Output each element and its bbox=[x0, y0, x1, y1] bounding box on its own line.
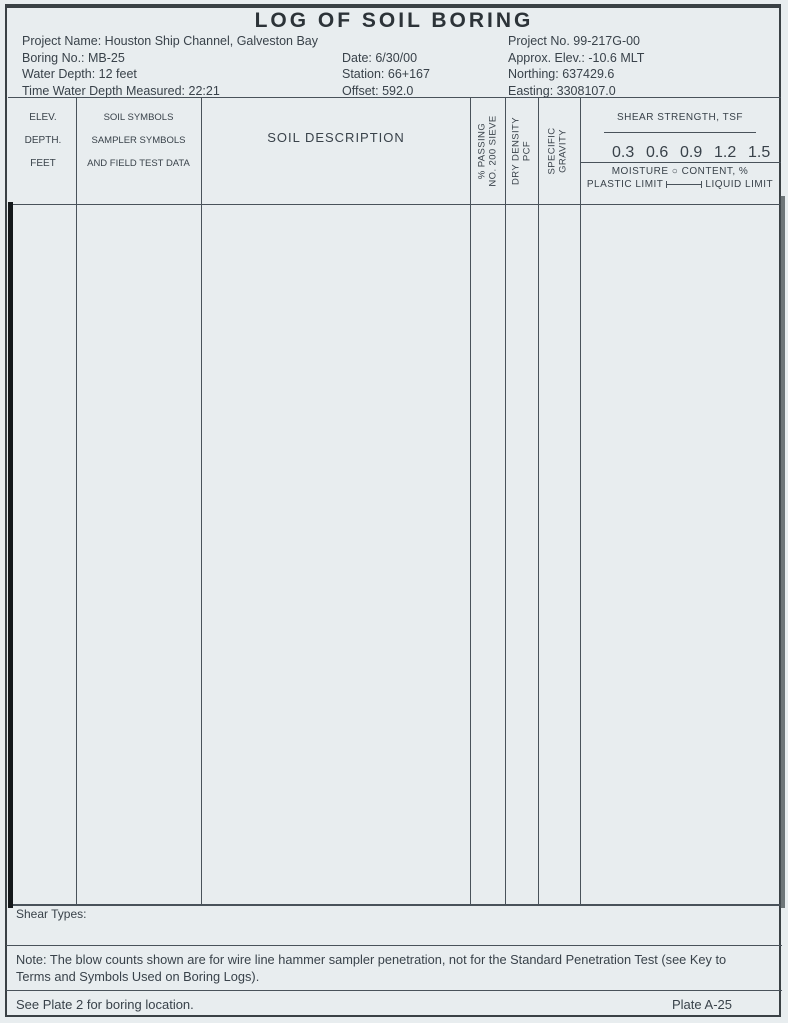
shear-tick: 0.9 bbox=[679, 144, 703, 161]
footer-plate-number: Plate A-25 bbox=[672, 997, 732, 1012]
moisture-content-label bbox=[580, 166, 780, 177]
table-top-border bbox=[8, 97, 781, 98]
shear-tick: 1.5 bbox=[747, 144, 771, 161]
header-line-middle: Date: 6/30/00 bbox=[342, 50, 418, 65]
moisture-circle-symbol: ○ bbox=[671, 166, 679, 177]
note-text: Note: The blow counts shown are for wire line hammer sampler penetration, not for the Standard Penetration Test (see Key to Terms and Symbols Used on Boring Logs). bbox=[16, 952, 727, 984]
header-line-right: Northing: 637429.6 bbox=[508, 67, 615, 81]
page-title: LOG OF SOIL BORING bbox=[254, 9, 534, 32]
note-bottom-rule bbox=[6, 990, 782, 991]
footer-left: See Plate 2 for boring location. bbox=[16, 997, 194, 1012]
shear-tick: 0.3 bbox=[612, 144, 635, 161]
limits-label bbox=[576, 179, 784, 190]
elev-header-line: ELEV. bbox=[29, 112, 57, 123]
header-line-right: Approx. Elev.: -10.6 MLT bbox=[508, 50, 645, 65]
moisture-label-post: CONTENT, % bbox=[681, 166, 749, 177]
shear-strength-title: SHEAR STRENGTH, TSF bbox=[617, 112, 743, 123]
header-line-left: Project Name: Houston Ship Channel, Galveston Bay bbox=[22, 34, 318, 48]
elev-header-line: FEET bbox=[30, 158, 56, 169]
header-line-middle: Station: 66+167 bbox=[342, 67, 430, 81]
scan-artifact-left bbox=[8, 202, 13, 908]
gravity-header: SPECIFIC bbox=[546, 127, 558, 175]
density-header: DRY DENSITY bbox=[510, 117, 522, 185]
scan-artifact-right bbox=[780, 196, 785, 908]
chart-header-divider bbox=[580, 162, 781, 163]
symbols-header-line: SAMPLER SYMBOLS bbox=[91, 135, 186, 146]
shear-tick: 1.2 bbox=[713, 144, 737, 161]
elev-header-line: DEPTH. bbox=[24, 135, 62, 146]
header-line-left: Time Water Depth Measured: 22:21 bbox=[22, 83, 220, 98]
moisture-label-pre: MOISTURE bbox=[611, 166, 669, 177]
log-graphics bbox=[10, 205, 780, 905]
header-line-left: Boring No.: MB-25 bbox=[22, 50, 125, 65]
shear-types-label: Shear Types: bbox=[16, 907, 87, 921]
shear-symbol-strip bbox=[604, 127, 756, 137]
symbols-header-line: AND FIELD TEST DATA bbox=[87, 158, 190, 169]
density-header: PCF bbox=[521, 140, 533, 162]
header-line-middle: Offset: 592.0 bbox=[342, 83, 414, 98]
limit-bar-glyph bbox=[666, 181, 702, 188]
column-header-description: SOIL DESCRIPTION bbox=[267, 130, 405, 145]
plastic-limit-label: PLASTIC LIMIT bbox=[586, 179, 664, 190]
header-line-right: Easting: 3308107.0 bbox=[508, 83, 616, 98]
shear-tick: 0.6 bbox=[645, 144, 669, 161]
passing-header: NO. 200 SIEVE bbox=[487, 115, 499, 187]
liquid-limit-label: LIQUID LIMIT bbox=[705, 179, 774, 190]
gravity-header: GRAVITY bbox=[557, 129, 569, 173]
passing-header: % PASSING bbox=[476, 122, 488, 180]
header-line-left: Water Depth: 12 feet bbox=[22, 67, 137, 81]
header-line-right: Project No. 99-217G-00 bbox=[508, 34, 641, 48]
symbols-header-line: SOIL SYMBOLS bbox=[103, 112, 174, 123]
note-top-rule bbox=[6, 945, 782, 946]
